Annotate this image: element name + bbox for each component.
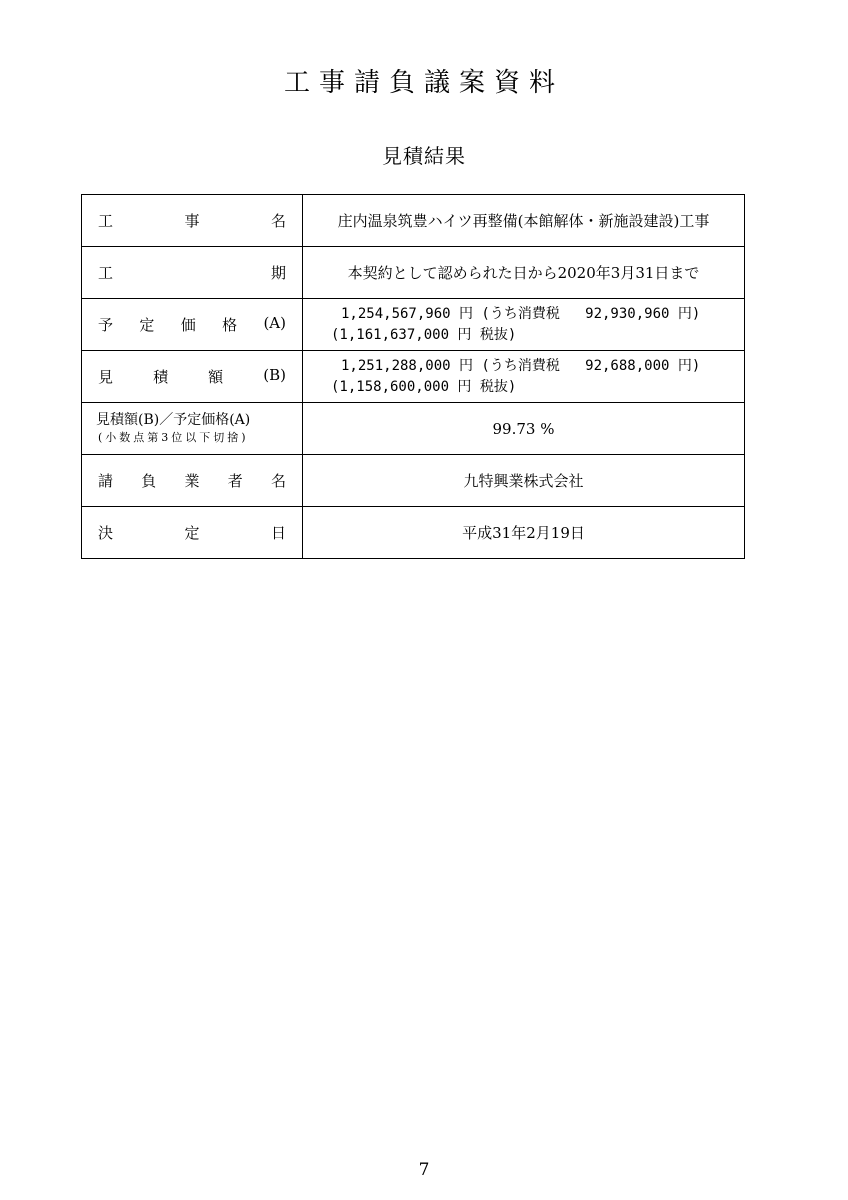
label-char: 請	[98, 472, 114, 490]
label-char: 名	[270, 212, 286, 230]
ratio-label-main: 見積額(B)／予定価格(A)	[96, 411, 251, 428]
page-number: 7	[418, 1160, 430, 1180]
label-char: 工	[98, 212, 114, 230]
table-row	[82, 507, 745, 559]
table-row	[82, 455, 745, 507]
estimate-line1: 1,251,288,000 円 (うち消費税 92,688,000 円)	[341, 357, 701, 374]
label-ratio	[82, 403, 303, 455]
label-char: 格	[222, 316, 238, 334]
value-contractor: 九特興業株式会社	[303, 455, 745, 507]
label-decision-date	[82, 507, 303, 559]
label-char: 業	[184, 472, 200, 490]
label-project-name	[82, 195, 303, 247]
estimate-line2: (1,158,600,000 円 税抜)	[331, 378, 517, 395]
label-estimate	[82, 351, 303, 403]
ratio-label-note: (小数点第3位以下切捨)	[98, 430, 249, 444]
value-ratio: 99.73 %	[303, 403, 745, 455]
value-estimate	[303, 351, 745, 403]
label-char: 定	[184, 524, 200, 542]
label-char: (B)	[263, 366, 286, 384]
value-period: 本契約として認められた日から2020年3月31日まで	[303, 247, 745, 299]
label-char: (A)	[263, 314, 286, 332]
label-char: 事	[184, 212, 200, 230]
label-char: 額	[208, 368, 224, 386]
table-row	[82, 247, 745, 299]
estimate-results-table	[81, 194, 745, 559]
document-title: 工事請負議案資料	[283, 68, 564, 98]
label-char: 決	[98, 524, 114, 542]
label-period	[82, 247, 303, 299]
table-row	[82, 403, 745, 455]
value-decision-date: 平成31年2月19日	[303, 507, 745, 559]
label-contractor	[82, 455, 303, 507]
label-char: 者	[227, 472, 243, 490]
label-char: 積	[153, 368, 169, 386]
label-char: 期	[270, 264, 286, 282]
label-char: 価	[180, 316, 196, 334]
label-char: 日	[270, 524, 286, 542]
planned-price-line2: (1,161,637,000 円 税抜)	[331, 326, 517, 343]
planned-price-line1: 1,254,567,960 円 (うち消費税 92,930,960 円)	[341, 305, 701, 322]
label-char: 見	[98, 368, 114, 386]
label-planned-price	[82, 299, 303, 351]
table-row	[82, 351, 745, 403]
table-row	[82, 299, 745, 351]
value-planned-price	[303, 299, 745, 351]
label-char: 工	[98, 264, 114, 282]
label-char: 予	[98, 316, 114, 334]
label-char: 定	[139, 316, 155, 334]
value-project-name: 庄内温泉筑豊ハイツ再整備(本館解体・新施設建設)工事	[303, 195, 745, 247]
document-subtitle: 見積結果	[382, 144, 466, 168]
label-char: 名	[270, 472, 286, 490]
table-row	[82, 195, 745, 247]
label-char: 負	[141, 472, 157, 490]
